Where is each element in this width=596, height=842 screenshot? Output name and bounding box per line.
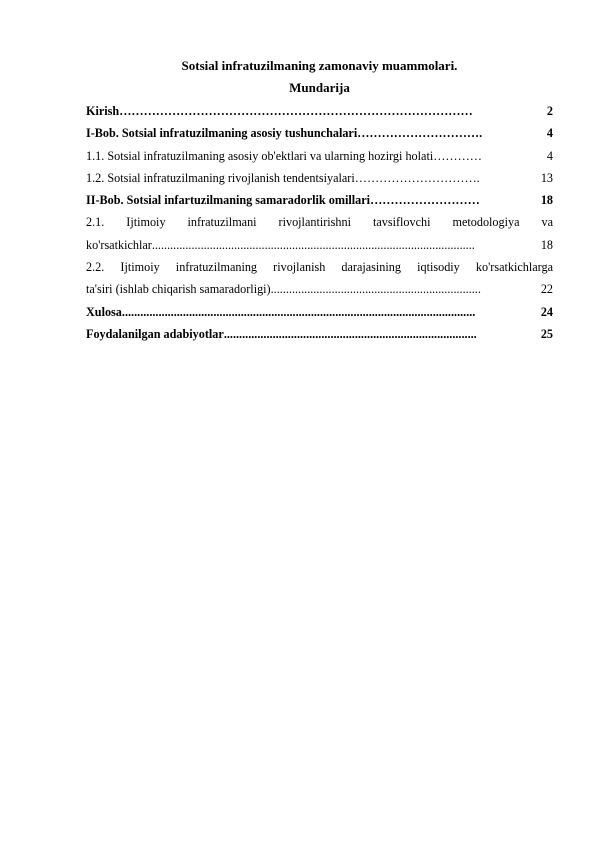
toc-page: 4: [546, 126, 553, 141]
toc-leader: ...................................................................................: [223, 326, 477, 341]
toc-entry-1-1[interactable]: [86, 145, 553, 167]
toc-label-line-2: ta'siri (ishlab chiqarish samaradorligi): [86, 282, 271, 297]
toc-entry-xulosa[interactable]: [86, 301, 553, 323]
toc-label-line-1: 2.1. Ijtimoiy infratuzilmani rivojlantirishni tavsiflovchi metodologiya va: [86, 215, 553, 230]
toc-page: 24: [540, 304, 553, 319]
toc-label-line-2: ko'rsatkichlar: [86, 237, 152, 252]
toc-leader: ………………………….: [357, 126, 483, 141]
toc-page: 2: [546, 104, 553, 118]
toc-label: II-Bob. Sotsial infartuzilmaning samaradorlik omillari: [86, 193, 371, 208]
document-page: [86, 55, 553, 345]
toc-entry-kirish[interactable]: [86, 100, 553, 122]
toc-leader: ………………………: [370, 193, 480, 208]
toc-page: 18: [540, 193, 553, 208]
toc-page: 25: [540, 326, 553, 341]
toc-leader: …………: [433, 148, 482, 163]
toc-entry-2-1[interactable]: [86, 211, 553, 256]
toc-leader: ………………………….: [354, 170, 480, 185]
toc-label: Foydalanilgan adabiyotlar: [86, 326, 224, 341]
toc-label: I-Bob. Sotsial infratuzilmaning asosiy tushunchalari: [86, 126, 358, 141]
toc-leader: ....................................................................................................................: [121, 304, 476, 319]
toc-page: 4: [546, 148, 553, 163]
toc-page: 22: [540, 282, 553, 297]
toc-leader: ……………………………………………………………………………: [119, 104, 473, 118]
toc-heading: Mundarija: [289, 80, 350, 95]
toc-page: 18: [540, 237, 553, 252]
toc-entry-2-2[interactable]: [86, 256, 553, 301]
toc-page: 13: [540, 170, 553, 185]
toc-label: 1.1. Sotsial infratuzilmaning asosiy ob'ektlari va ularning hozirgi holati: [86, 148, 434, 163]
toc-entry-adabiyotlar[interactable]: [86, 323, 553, 345]
toc-label-line-1: 2.2. Ijtimoiy infratuzilmaning rivojlanish darajasining iqtisodiy ko'rsatkichlarga: [86, 260, 553, 275]
toc-label: Kirish: [86, 104, 120, 118]
toc-leader: ..........................................................................................................: [151, 237, 475, 252]
toc-leader: .....................................................................: [270, 282, 481, 297]
toc-entry-chapter-1[interactable]: [86, 122, 553, 144]
toc-entry-chapter-2[interactable]: [86, 189, 553, 211]
toc-label: Xulosa: [86, 304, 122, 319]
toc-entry-1-2[interactable]: [86, 167, 553, 189]
toc-label: 1.2. Sotsial infratuzilmaning rivojlanish tendentsiyalari: [86, 170, 355, 185]
table-of-contents: [86, 100, 553, 345]
document-title: Sotsial infratuzilmaning zamonaviy muammolari.: [181, 58, 458, 73]
